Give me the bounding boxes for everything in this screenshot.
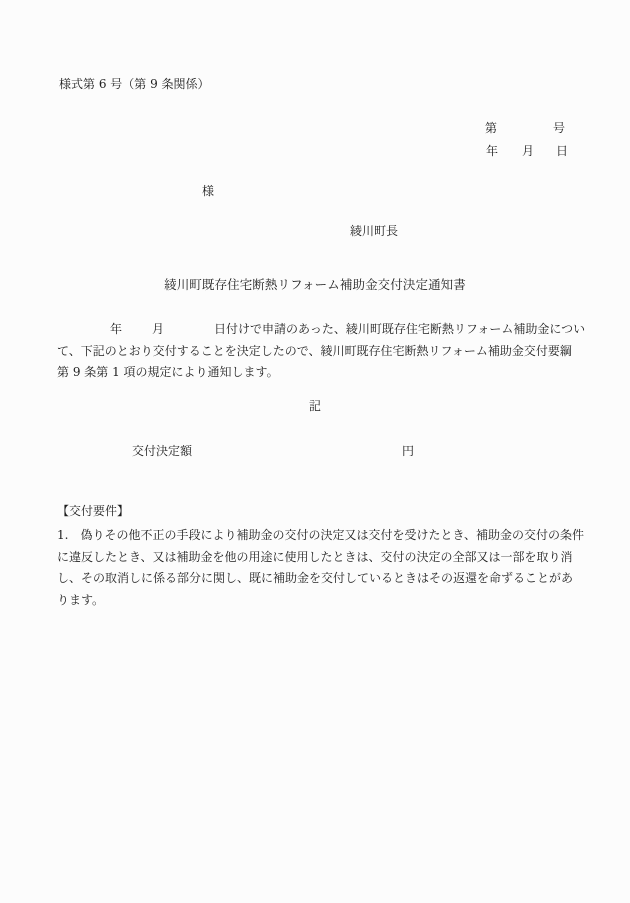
addressee-honorific: 様 xyxy=(202,184,215,198)
date-month-blank xyxy=(498,154,522,155)
body-year-label: 年 xyxy=(110,322,123,336)
doc-number-prefix: 第 xyxy=(485,121,498,135)
amount-unit-label: 円 xyxy=(402,444,415,458)
body-line-1-text: 日付けで申請のあった、綾川町既存住宅断熱リフォーム補助金につい xyxy=(214,322,586,336)
amount-label: 交付決定額 xyxy=(132,444,193,458)
body-month-blank xyxy=(122,332,152,333)
body-month-label: 月 xyxy=(152,322,165,336)
date-month-label: 月 xyxy=(522,144,535,158)
requirements-line-1: 1. 偽りその他不正の手段により補助金の交付の決定又は交付を受けたとき、補助金の交付の条件 xyxy=(57,528,584,542)
sender-title: 綾川町長 xyxy=(350,224,399,238)
requirements-line-2: に違反したとき、又は補助金を他の用途に使用したときは、交付の決定の全部又は一部を取り消 xyxy=(57,549,573,564)
doc-number-suffix: 号 xyxy=(553,121,566,135)
record-marker: 記 xyxy=(308,399,321,413)
body-day-blank xyxy=(164,332,214,333)
body-line-3: 第 9 条第 1 項の規定により通知します。 xyxy=(57,365,279,379)
requirements-item xyxy=(57,525,584,611)
requirements-line-4: ります。 xyxy=(57,592,105,607)
amount-blank xyxy=(192,444,402,445)
document-title: 綾川町既存住宅断熱リフォーム補助金交付決定通知書 xyxy=(164,277,466,292)
requirements-heading: 【交付要件】 xyxy=(57,504,130,518)
body-line-2: て、下記のとおり交付することを決定したので、綾川町既存住宅断熱リフォーム補助金交付要綱 xyxy=(57,343,572,358)
requirements-line-3: し、その取消しに係る部分に関し、既に補助金を交付しているときはその返還を命ずることがあ xyxy=(57,571,574,585)
body-paragraph xyxy=(57,319,585,384)
date-day-label: 日 xyxy=(556,144,569,158)
doc-number-blank xyxy=(497,131,553,132)
form-number: 様式第 6 号（第 9 条関係） xyxy=(59,77,210,91)
body-year-blank xyxy=(57,332,110,333)
date-year-label: 年 xyxy=(486,144,499,158)
date-day-blank xyxy=(534,154,556,155)
doc-number-line xyxy=(485,121,565,135)
body-line-1 xyxy=(57,319,585,341)
date-line xyxy=(486,144,568,158)
